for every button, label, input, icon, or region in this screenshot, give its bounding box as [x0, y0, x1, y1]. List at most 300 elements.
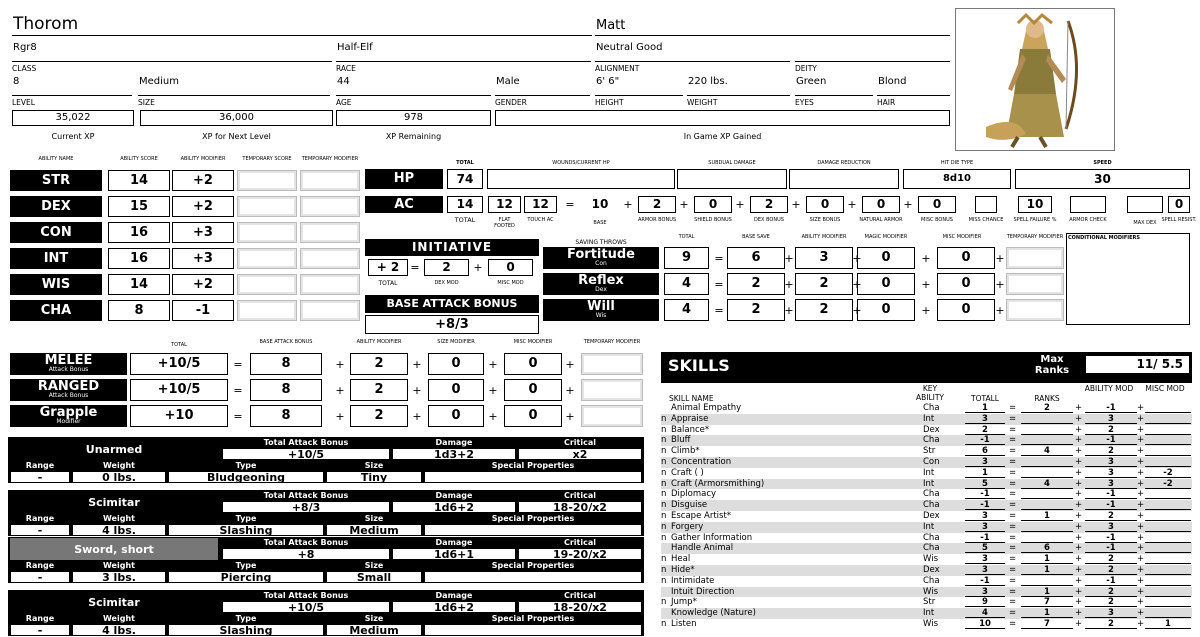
xp-box-1[interactable]: 36,000 [140, 110, 333, 126]
skill-row[interactable] [661, 608, 1192, 619]
ability-mod-con[interactable]: +3 [172, 222, 234, 243]
skill-misc-mod[interactable] [1145, 533, 1191, 543]
skill-ranks[interactable] [1021, 414, 1073, 424]
skill-row[interactable] [661, 479, 1192, 490]
ac-total[interactable]: 14 [447, 196, 483, 213]
weapon-1-tab[interactable]: +8/3 [222, 501, 390, 513]
skill-row[interactable] [661, 619, 1192, 630]
save-reflex-misc[interactable]: 0 [937, 273, 995, 295]
attack-melee-size[interactable]: 0 [428, 353, 484, 375]
ac-total-label: TOTAL [454, 216, 476, 224]
weapon-0-range[interactable]: - [10, 471, 70, 483]
save-will-ability[interactable]: 2 [795, 299, 853, 321]
skill-ability-mod[interactable]: -1 [1085, 403, 1137, 413]
skill-row[interactable] [661, 565, 1192, 576]
ability-mod-dex[interactable]: +2 [172, 196, 234, 217]
ability-score-dex[interactable]: 15 [108, 196, 170, 217]
skill-plus: + [1075, 500, 1083, 511]
skill-ability-mod[interactable]: 2 [1085, 619, 1137, 629]
weapon-1-weight[interactable]: 4 lbs. [72, 524, 166, 536]
skill-misc-mod[interactable] [1145, 414, 1191, 424]
skill-row[interactable] [661, 425, 1192, 436]
skill-total[interactable]: 3 [965, 457, 1005, 467]
skill-ranks[interactable]: 1 [1021, 587, 1073, 597]
weapon-2-tab[interactable]: +8 [222, 548, 390, 560]
skill-total[interactable]: -1 [965, 489, 1005, 499]
ac-spell-resist[interactable]: 0 [1168, 196, 1190, 213]
skill-equals: = [1009, 413, 1017, 424]
skill-total[interactable]: 4 [965, 608, 1005, 618]
ability-mod-cha[interactable]: -1 [172, 300, 234, 321]
skill-plus: + [1137, 435, 1145, 446]
field-height-value[interactable]: 6' 6" [596, 76, 620, 87]
skill-equals: = [1009, 457, 1017, 467]
skill-misc-mod[interactable] [1145, 457, 1191, 467]
weapon-2-size[interactable]: Small [326, 571, 422, 583]
ranger-portrait-icon [956, 9, 1114, 150]
temp-score-wis[interactable] [237, 274, 297, 295]
skill-row[interactable] [661, 511, 1192, 522]
skill-misc-mod[interactable]: -2 [1145, 468, 1191, 478]
skill-class-marker: n [661, 457, 667, 467]
player-name[interactable]: Matt [596, 18, 626, 33]
weapon-1-size[interactable]: Medium [326, 524, 422, 536]
weapon-0-critical[interactable]: x2 [518, 448, 642, 460]
attack-melee-total[interactable]: +10/5 [130, 353, 228, 375]
skill-plus: + [1137, 424, 1145, 435]
skill-ranks[interactable]: 1 [1021, 554, 1073, 564]
skill-misc-mod[interactable] [1145, 435, 1191, 445]
init-total-label: TOTAL [378, 280, 398, 287]
weapon-3-tab[interactable]: +10/5 [222, 601, 390, 613]
ac-flat[interactable]: 12 [488, 196, 521, 213]
initiative-dex[interactable]: 2 [424, 259, 469, 276]
skill-misc-mod[interactable] [1145, 489, 1191, 499]
save-plus: + [921, 278, 931, 291]
weapon-2-name[interactable]: Sword, short [10, 538, 218, 560]
skill-total[interactable]: 1 [965, 468, 1005, 478]
skill-ranks[interactable] [1021, 522, 1073, 532]
field-age-label: AGE [336, 95, 491, 107]
field-eyes-value[interactable]: Green [796, 76, 827, 87]
skill-ranks[interactable] [1021, 468, 1073, 478]
skill-ranks[interactable] [1021, 533, 1073, 543]
skill-equals: = [1009, 575, 1017, 586]
ac-natural[interactable]: 0 [862, 196, 900, 213]
ac-armor[interactable]: 2 [638, 196, 676, 213]
skill-ability-mod[interactable]: 2 [1085, 511, 1137, 521]
attack-grapple-misc[interactable]: 0 [504, 405, 562, 427]
save-fortitude-temp[interactable] [1006, 247, 1064, 269]
attack-ranged-base[interactable]: 8 [250, 379, 322, 401]
weapon-0-damage[interactable]: 1d3+2 [392, 448, 516, 460]
weapon-type-label: Type [235, 561, 257, 570]
skill-key-ability: Str [923, 597, 936, 608]
skill-ability-mod[interactable]: 3 [1085, 522, 1137, 532]
skill-ranks[interactable] [1021, 576, 1073, 586]
weapon-1-type[interactable]: Slashing [168, 524, 324, 536]
skill-misc-mod[interactable] [1145, 522, 1191, 532]
save-fortitude-magic[interactable]: 0 [857, 247, 915, 269]
weapon-2-special[interactable] [424, 571, 642, 583]
attack-grapple-temp[interactable] [581, 405, 643, 427]
temp-score-dex[interactable] [237, 196, 297, 217]
save-header-1: TOTAL [678, 234, 695, 240]
skill-ranks[interactable]: 1 [1021, 565, 1073, 575]
skill-total[interactable]: 9 [965, 597, 1005, 607]
skill-ranks[interactable] [1021, 457, 1073, 467]
skill-row[interactable] [661, 587, 1192, 598]
skill-plus: + [1075, 575, 1083, 586]
skill-row[interactable] [661, 403, 1192, 414]
skill-total[interactable]: 5 [965, 479, 1005, 489]
attack-name: RANGED [37, 379, 100, 394]
attack-header-0: TOTAL [171, 342, 187, 348]
skill-row[interactable] [661, 576, 1192, 587]
skill-plus: + [1075, 586, 1083, 597]
skill-row[interactable] [661, 500, 1192, 511]
attack-header-4: MISC MODIFIER [513, 339, 553, 345]
initiative-misc[interactable]: 0 [488, 259, 533, 276]
skill-name: Balance* [671, 424, 710, 435]
skill-row[interactable] [661, 446, 1192, 457]
attack-plus: + [335, 358, 345, 371]
ac-touch[interactable]: 12 [524, 196, 557, 213]
temp-mod-cha[interactable] [300, 300, 360, 321]
skill-ability-mod[interactable]: -1 [1085, 500, 1137, 510]
attack-ranged-size[interactable]: 0 [428, 379, 484, 401]
attack-ranged-total[interactable]: +10/5 [130, 379, 228, 401]
weapon-3-range[interactable]: - [10, 624, 70, 636]
skill-equals: = [1009, 586, 1017, 597]
skill-ability-mod[interactable]: -1 [1085, 435, 1137, 445]
attack-ranged-temp[interactable] [581, 379, 643, 401]
save-plus: + [921, 304, 931, 317]
bab-value[interactable]: +8/3 [365, 315, 539, 334]
temp-score-cha[interactable] [237, 300, 297, 321]
ac-armor-check[interactable] [1070, 196, 1106, 213]
skill-ability-mod[interactable]: -1 [1085, 543, 1137, 553]
temp-mod-con[interactable] [300, 222, 360, 243]
skill-misc-mod[interactable] [1145, 425, 1191, 435]
skill-misc-mod[interactable] [1145, 587, 1191, 597]
weapon-3-weight[interactable]: 4 lbs. [72, 624, 166, 636]
skill-total[interactable]: -1 [965, 500, 1005, 510]
skill-row[interactable] [661, 543, 1192, 554]
skill-row[interactable] [661, 435, 1192, 446]
skill-misc-mod[interactable] [1145, 597, 1191, 607]
weapon-3-size[interactable]: Medium [326, 624, 422, 636]
skill-ability-mod[interactable]: 2 [1085, 446, 1137, 456]
temp-score-con[interactable] [237, 222, 297, 243]
ac-shield[interactable]: 0 [694, 196, 732, 213]
skill-row[interactable] [661, 457, 1192, 468]
skill-ability-mod[interactable]: 2 [1085, 554, 1137, 564]
weapon-1-special[interactable] [424, 524, 642, 536]
weapon-3-special[interactable] [424, 624, 642, 636]
weapon-0-size[interactable]: Tiny [326, 471, 422, 483]
xp-box-3[interactable] [495, 110, 950, 126]
ac-touch-label: TOUCH AC [527, 217, 554, 223]
ability-header-1: ABILITY SCORE [120, 156, 158, 162]
temp-mod-str[interactable] [300, 170, 360, 191]
weapon-1-damage[interactable]: 1d6+2 [392, 501, 516, 513]
skill-ranks[interactable]: 6 [1021, 543, 1073, 553]
attack-melee-base[interactable]: 8 [250, 353, 322, 375]
weapon-size-label: Size [364, 514, 384, 523]
initiative-total[interactable]: + 2 [368, 259, 408, 276]
save-fortitude-ability[interactable]: 3 [795, 247, 853, 269]
field-weight-value[interactable]: 220 lbs. [688, 76, 728, 87]
skill-name: Appraise [671, 413, 709, 424]
skill-misc-mod[interactable] [1145, 511, 1191, 521]
skill-ability-mod[interactable]: 2 [1085, 565, 1137, 575]
weapon-1-range[interactable]: - [10, 524, 70, 536]
weapon-0-special[interactable] [424, 471, 642, 483]
skill-misc-mod[interactable] [1145, 576, 1191, 586]
weapon-2-damage[interactable]: 1d6+1 [392, 548, 516, 560]
save-reflex-temp[interactable] [1006, 273, 1064, 295]
hp-total[interactable]: 74 [447, 169, 483, 189]
field-alignment-value[interactable]: Neutral Good [596, 42, 663, 53]
skill-ability-mod[interactable]: 2 [1085, 425, 1137, 435]
skill-total[interactable]: 3 [965, 565, 1005, 575]
skill-total[interactable]: 3 [965, 414, 1005, 424]
character-name[interactable]: Thorom [13, 14, 79, 34]
skill-total[interactable]: 6 [965, 446, 1005, 456]
skill-misc-mod[interactable] [1145, 554, 1191, 564]
ac-dex-label: DEX BONUS [754, 217, 784, 223]
skill-misc-mod[interactable] [1145, 565, 1191, 575]
skill-plus: + [1137, 489, 1145, 500]
skill-row[interactable] [661, 522, 1192, 533]
skill-total[interactable]: 3 [965, 587, 1005, 597]
temp-mod-dex[interactable] [300, 196, 360, 217]
save-will-magic[interactable]: 0 [857, 299, 915, 321]
save-reflex-ability[interactable]: 2 [795, 273, 853, 295]
skill-total[interactable]: -1 [965, 435, 1005, 445]
skill-ability-mod[interactable]: 2 [1085, 597, 1137, 607]
speed-box[interactable]: 30 [1015, 169, 1190, 189]
skill-ability-mod[interactable]: 3 [1085, 608, 1137, 618]
skill-total[interactable]: 1 [965, 403, 1005, 413]
skill-misc-mod[interactable]: -2 [1145, 479, 1191, 489]
skill-total[interactable]: 2 [965, 425, 1005, 435]
weapon-0-name[interactable]: Unarmed [10, 438, 218, 460]
skill-row[interactable] [661, 414, 1192, 425]
dr-box[interactable] [789, 169, 899, 189]
skill-misc-mod[interactable] [1145, 608, 1191, 618]
skill-name: Heal [671, 554, 691, 565]
ac-base-label: BASE [593, 220, 607, 226]
attack-grapple-base[interactable]: 8 [250, 405, 322, 427]
wounds-box[interactable] [487, 169, 675, 189]
skill-row[interactable] [661, 533, 1192, 544]
skill-ranks[interactable]: 2 [1021, 403, 1073, 413]
save-will-base[interactable]: 2 [727, 299, 785, 321]
skill-misc-mod[interactable] [1145, 446, 1191, 456]
ability-score-cha[interactable]: 8 [108, 300, 170, 321]
temp-score-int[interactable] [237, 248, 297, 269]
skill-ranks[interactable]: 7 [1021, 597, 1073, 607]
attack-melee-ability[interactable]: 2 [350, 353, 408, 375]
skill-misc-mod[interactable] [1145, 403, 1191, 413]
skill-class-marker: n [661, 575, 667, 586]
skill-misc-mod[interactable]: 1 [1145, 619, 1191, 629]
skill-name: Hide* [671, 565, 695, 575]
skill-key-ability: Cha [923, 489, 940, 500]
field-hair-value[interactable]: Blond [878, 76, 907, 87]
save-fortitude-total[interactable]: 9 [664, 247, 709, 269]
ability-name-dex: DEX [10, 196, 102, 217]
temp-mod-wis[interactable] [300, 274, 360, 295]
temp-mod-int[interactable] [300, 248, 360, 269]
weapon-0-type[interactable]: Bludgeoning [168, 471, 324, 483]
skill-key-ability: Cha [923, 500, 940, 511]
skill-misc-mod[interactable] [1145, 500, 1191, 510]
field-class-value[interactable]: Rgr8 [13, 42, 37, 53]
skill-row[interactable] [661, 554, 1192, 565]
skill-row[interactable] [661, 489, 1192, 500]
skill-ability-mod[interactable]: 3 [1085, 457, 1137, 467]
xp-box-0[interactable]: 35,022 [12, 110, 134, 126]
skill-key-ability: Cha [923, 532, 940, 543]
field-gender-value[interactable]: Male [496, 76, 520, 87]
skill-ability-mod[interactable]: 3 [1085, 414, 1137, 424]
ability-score-wis[interactable]: 14 [108, 274, 170, 295]
skill-total[interactable]: -1 [965, 533, 1005, 543]
weapon-3-damage[interactable]: 1d6+2 [392, 601, 516, 613]
save-will-misc[interactable]: 0 [937, 299, 995, 321]
hitdie-box[interactable]: 8d10 [903, 169, 1011, 189]
field-age-value[interactable]: 44 [337, 76, 350, 87]
field-level-value[interactable]: 8 [13, 76, 20, 87]
save-header-6: TEMPORARY MODIFIER [1006, 234, 1064, 240]
ability-mod-int[interactable]: +3 [172, 248, 234, 269]
save-fortitude-base[interactable]: 6 [727, 247, 785, 269]
skill-row[interactable] [661, 468, 1192, 479]
attack-grapple-size[interactable]: 0 [428, 405, 484, 427]
attack-grapple-ability[interactable]: 2 [350, 405, 408, 427]
weapon-0-weight[interactable]: 0 lbs. [72, 471, 166, 483]
weapon-0-tab[interactable]: +10/5 [222, 448, 390, 460]
attack-melee-temp[interactable] [581, 353, 643, 375]
save-will-temp[interactable] [1006, 299, 1064, 321]
weapon-3-type[interactable]: Slashing [168, 624, 324, 636]
skill-ranks[interactable]: 4 [1021, 446, 1073, 456]
skill-ranks[interactable]: 1 [1021, 608, 1073, 618]
skill-name: Intimidate [671, 575, 715, 586]
ability-score-con[interactable]: 16 [108, 222, 170, 243]
attack-equals: = [233, 410, 243, 423]
ability-mod-str[interactable]: +2 [172, 170, 234, 191]
skill-total[interactable]: 10 [965, 619, 1005, 629]
attack-grapple-total[interactable]: +10 [130, 405, 228, 427]
save-reflex-base[interactable]: 2 [727, 273, 785, 295]
max-ranks-value[interactable]: 11/ 5.5 [1086, 356, 1189, 373]
ability-score-str[interactable]: 14 [108, 170, 170, 191]
skill-total[interactable]: 3 [965, 522, 1005, 532]
skill-equals: = [1009, 403, 1017, 413]
field-race-value[interactable]: Half-Elf [337, 42, 373, 53]
skill-ability-mod[interactable]: 3 [1085, 479, 1137, 489]
attack-ranged-ability[interactable]: 2 [350, 379, 408, 401]
ac-misc[interactable]: 0 [918, 196, 956, 213]
skill-ability-mod[interactable]: 3 [1085, 468, 1137, 478]
xp-box-2[interactable]: 978 [336, 110, 491, 126]
xp-label-3: In Game XP Gained [683, 132, 762, 141]
skill-plus: + [1137, 586, 1145, 597]
attack-melee-misc[interactable]: 0 [504, 353, 562, 375]
skill-ability-mod[interactable]: -1 [1085, 576, 1137, 586]
skill-row[interactable] [661, 597, 1192, 608]
attack-ranged-misc[interactable]: 0 [504, 379, 562, 401]
skill-plus: + [1137, 467, 1145, 478]
ac-spell-failure[interactable]: 10 [1018, 196, 1052, 213]
ac-max-dex[interactable] [1127, 196, 1163, 213]
skill-ranks[interactable] [1021, 489, 1073, 499]
temp-score-str[interactable] [237, 170, 297, 191]
weapon-3-critical[interactable]: 18-20/x2 [518, 601, 642, 613]
ac-dex[interactable]: 2 [750, 196, 788, 213]
ability-name-con: CON [10, 222, 102, 243]
weapon-2-type[interactable]: Piercing [168, 571, 324, 583]
ac-equals: = [565, 198, 575, 211]
skill-ranks[interactable] [1021, 425, 1073, 435]
save-reflex-total[interactable]: 4 [664, 273, 709, 295]
field-eyes-label: EYES [795, 95, 873, 107]
skill-ranks[interactable] [1021, 500, 1073, 510]
save-will-total[interactable]: 4 [664, 299, 709, 321]
skill-ranks[interactable]: 1 [1021, 511, 1073, 521]
ability-score-int[interactable]: 16 [108, 248, 170, 269]
save-fortitude-label [543, 247, 659, 269]
skill-equals: = [1009, 467, 1017, 478]
skill-total[interactable]: -1 [965, 576, 1005, 586]
ability-mod-wis[interactable]: +2 [172, 274, 234, 295]
attack-sub: Attack Bonus [48, 366, 89, 373]
skill-ranks[interactable]: 7 [1021, 619, 1073, 629]
skill-total[interactable]: 3 [965, 554, 1005, 564]
weapon-special-label: Special Properties [491, 461, 575, 470]
skill-ability-mod[interactable]: -1 [1085, 489, 1137, 499]
skill-ability-mod[interactable]: -1 [1085, 533, 1137, 543]
weapon-3-name[interactable]: Scimitar [10, 591, 218, 613]
save-fortitude-misc[interactable]: 0 [937, 247, 995, 269]
save-reflex-magic[interactable]: 0 [857, 273, 915, 295]
weapon-type-label: Type [235, 461, 257, 470]
weapon-2-range[interactable]: - [10, 571, 70, 583]
weapon-1-critical[interactable]: 18-20/x2 [518, 501, 642, 513]
weapon-2-weight[interactable]: 3 lbs. [72, 571, 166, 583]
conditional-modifiers-box[interactable] [1066, 233, 1190, 325]
skill-total[interactable]: 5 [965, 543, 1005, 553]
skill-misc-mod[interactable] [1145, 543, 1191, 553]
subdual-box[interactable] [677, 169, 787, 189]
weapon-critical-label: Critical [563, 491, 596, 500]
weapon-2-critical[interactable]: 19-20/x2 [518, 548, 642, 560]
ac-miss-chance[interactable] [975, 196, 997, 213]
skill-ranks[interactable]: 4 [1021, 479, 1073, 489]
ac-size[interactable]: 0 [806, 196, 844, 213]
skill-total[interactable]: 3 [965, 511, 1005, 521]
skill-ability-mod[interactable]: 2 [1085, 587, 1137, 597]
skill-name: Gather Information [671, 532, 753, 543]
field-size-value[interactable]: Medium [139, 76, 179, 87]
weapon-1-name[interactable]: Scimitar [10, 491, 218, 513]
skill-ranks[interactable] [1021, 435, 1073, 445]
skill-plus: + [1075, 403, 1083, 413]
